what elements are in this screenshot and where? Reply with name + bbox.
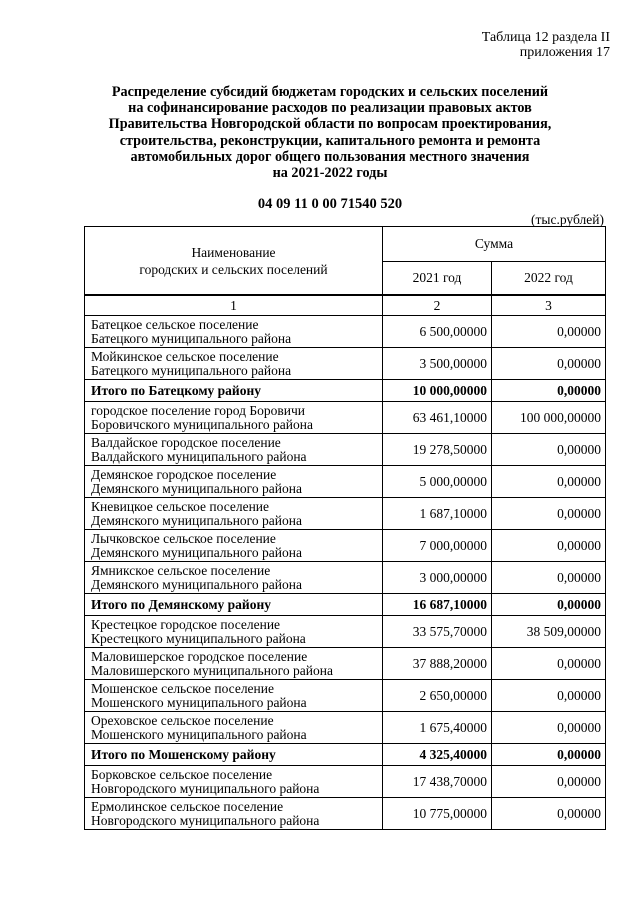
district-name-line: Батецкого муниципального района [91,330,292,346]
amount-2022-cell: 0,00000 [492,744,606,766]
district-name-line: Демянского муниципального района [91,480,302,496]
settlement-name-cell [85,766,383,798]
amount-2021-cell: 63 461,10000 [383,402,492,434]
district-name-line: Маловишерского муниципального района [91,662,333,678]
amount-2021-cell: 7 000,00000 [383,530,492,562]
settlement-name-line: Итого по Батецкому району [91,382,261,398]
column-header-sum: Сумма [383,227,606,262]
settlement-name-line: Мойкинское сельское поселение [91,348,279,364]
settlement-name-line: Маловишерское городское поселение [91,648,308,664]
amount-2022-cell: 0,00000 [492,648,606,680]
title-line: Правительства Новгородской области по вопросам проектирования, [108,116,552,133]
amount-2022-cell: 0,00000 [492,594,606,616]
table-row [85,530,606,562]
settlement-name-cell [85,744,383,766]
appendix-line-2: приложения 17 [519,45,610,60]
amount-2022-cell: 0,00000 [492,712,606,744]
settlement-name-line: Кневицкое сельское поселение [91,498,270,514]
settlement-name-cell [85,348,383,380]
column-number-row [85,295,606,316]
amount-2021-cell: 17 438,70000 [383,766,492,798]
table-row [85,562,606,594]
amount-2022-cell: 0,00000 [492,434,606,466]
district-name-line: Крестецкого муниципального района [91,630,306,646]
district-name-line: Мошенского муниципального района [91,726,307,742]
settlement-name-line: Крестецкое городское поселение [91,616,281,632]
amount-2022-cell: 0,00000 [492,766,606,798]
amount-2022-cell: 0,00000 [492,498,606,530]
amount-2022-cell: 0,00000 [492,380,606,402]
table-row [85,348,606,380]
budget-code: 04 09 11 0 00 71540 520 [257,196,403,212]
settlement-name-cell [85,316,383,348]
amount-2022-cell: 100 000,00000 [492,402,606,434]
amount-2021-cell: 19 278,50000 [383,434,492,466]
settlement-name-line: Демянское городское поселение [91,466,277,482]
amount-2022-cell: 0,00000 [492,562,606,594]
settlement-name-line: Ямникское сельское поселение [91,562,271,578]
table-row [85,616,606,648]
district-name-line: Боровичского муниципального района [91,416,313,432]
amount-2021-cell: 3 500,00000 [383,348,492,380]
amount-2021-cell: 2 650,00000 [383,680,492,712]
title-line: строительства, реконструкции, капитального ремонта и ремонта [119,132,541,149]
table-row [85,766,606,798]
table-row [85,680,606,712]
column-header-2021: 2021 год [383,262,492,296]
column-header-name-line: городских и сельских поселений [139,261,328,277]
amount-2022-cell: 0,00000 [492,316,606,348]
settlement-name-line: Мошенское сельское поселение [91,680,274,696]
settlement-name-line: Борковское сельское поселение [91,766,273,782]
column-header-name [85,227,383,296]
table-row [85,466,606,498]
amount-2021-cell: 1 687,10000 [383,498,492,530]
district-name-line: Демянского муниципального района [91,512,302,528]
table-row [85,798,606,830]
settlement-name-cell [85,798,383,830]
document-title [80,84,580,181]
settlement-name-cell [85,680,383,712]
table-total-row [85,380,606,402]
subsidy-table [84,226,606,830]
column-number: 1 [85,295,383,316]
settlement-name-line: Ореховское сельское поселение [91,712,274,728]
amount-2021-cell: 4 325,40000 [383,744,492,766]
amount-2021-cell: 3 000,00000 [383,562,492,594]
table-row [85,648,606,680]
amount-2022-cell: 0,00000 [492,348,606,380]
amount-2022-cell: 0,00000 [492,530,606,562]
settlement-name-cell [85,562,383,594]
table-row [85,712,606,744]
column-header-2022: 2022 год [492,262,606,296]
district-name-line: Валдайского муниципального района [91,448,307,464]
table-row [85,402,606,434]
amount-2021-cell: 10 000,00000 [383,380,492,402]
amount-2021-cell: 5 000,00000 [383,466,492,498]
table-row [85,498,606,530]
table-row [85,434,606,466]
settlement-name-line: Лычковское сельское поселение [91,530,276,546]
settlement-name-cell [85,530,383,562]
amount-2021-cell: 33 575,70000 [383,616,492,648]
settlement-name-cell [85,380,383,402]
column-number: 2 [383,295,492,316]
district-name-line: Демянского муниципального района [91,576,302,592]
district-name-line: Мошенского муниципального района [91,694,307,710]
settlement-name-cell [85,616,383,648]
settlement-name-line: городское поселение город Боровичи [91,402,306,418]
amount-2021-cell: 6 500,00000 [383,316,492,348]
table-total-row [85,594,606,616]
settlement-name-cell [85,498,383,530]
amount-2021-cell: 37 888,20000 [383,648,492,680]
district-name-line: Новгородского муниципального района [91,780,320,796]
settlement-name-cell [85,648,383,680]
appendix-line-1: Таблица 12 раздела II [481,30,610,45]
settlement-name-cell [85,434,383,466]
district-name-line: Новгородского муниципального района [91,812,320,828]
settlement-name-cell [85,402,383,434]
title-line: Распределение субсидий бюджетам городских и сельских поселений [111,84,549,100]
settlement-name-line: Итого по Мошенскому району [91,746,276,762]
settlement-name-cell [85,466,383,498]
settlement-name-cell [85,594,383,616]
title-line: автомобильных дорог общего пользования местного значения [130,148,530,165]
settlement-name-line: Ермолинское сельское поселение [91,798,284,814]
amount-2022-cell: 38 509,00000 [492,616,606,648]
amount-2022-cell: 0,00000 [492,466,606,498]
settlement-name-line: Валдайское городское поселение [91,434,281,450]
column-header-name-line: Наименование [191,244,276,260]
column-number: 3 [492,295,606,316]
amount-2022-cell: 0,00000 [492,680,606,712]
amount-2022-cell: 0,00000 [492,798,606,830]
table-total-row [85,744,606,766]
title-line: на 2021-2022 годы [272,165,388,182]
settlement-name-line: Итого по Демянскому району [91,596,271,612]
district-name-line: Батецкого муниципального района [91,362,292,378]
title-line: на софинансирование расходов по реализации правовых актов [128,100,532,117]
amount-2021-cell: 10 775,00000 [383,798,492,830]
settlement-name-line: Батецкое сельское поселение [91,316,259,332]
district-name-line: Демянского муниципального района [91,544,302,560]
amount-2021-cell: 16 687,10000 [383,594,492,616]
table-row [85,316,606,348]
settlement-name-cell [85,712,383,744]
appendix-reference [390,30,610,60]
units-label: (тыс.рублей) [531,212,604,227]
amount-2021-cell: 1 675,40000 [383,712,492,744]
